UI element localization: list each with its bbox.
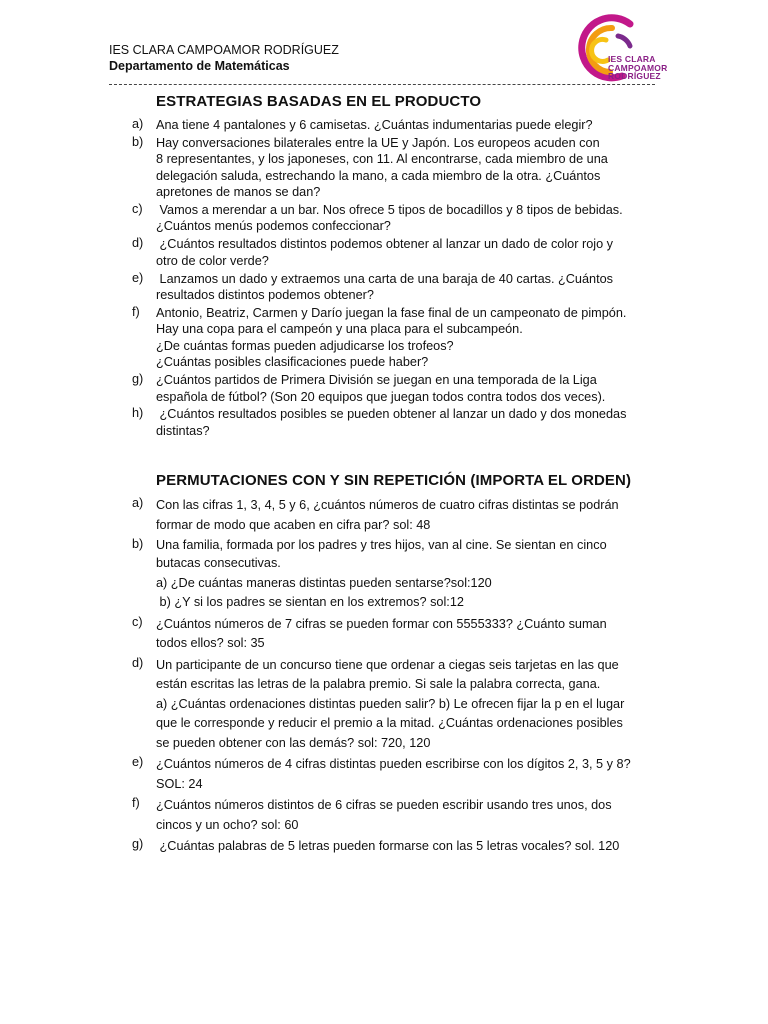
exercise-letter: b) — [132, 537, 144, 551]
logo-line: IES CLARA — [608, 54, 656, 64]
exercise-text-line: 8 representantes, y los japoneses, con 11. Al encontrarse, cada miembro de una — [156, 152, 608, 167]
exercise-text-line: todos ellos? sol: 35 — [156, 636, 265, 650]
exercise-text-line: Hay una copa para el campeón y una placa para el subcampeón. — [156, 322, 523, 337]
exercise-item — [132, 496, 662, 535]
exercise-item — [132, 615, 662, 654]
exercise-item — [132, 271, 662, 304]
logo-text — [608, 55, 667, 81]
exercise-item — [132, 755, 662, 794]
exercise-text-line: formar de modo que acaben en cifra par? sol: 48 — [156, 517, 431, 532]
exercise-text-line: Lanzamos un dado y extraemos una carta de una baraja de 40 cartas. ¿Cuántos — [156, 271, 614, 286]
exercise-text-line: ¿Cuántos números de 7 cifras se pueden formar con 5555333? ¿Cuánto suman — [156, 616, 607, 631]
exercise-text-line: resultados distintos podemos obtener? — [156, 288, 374, 303]
exercise-letter: c) — [132, 202, 143, 217]
exercise-text-line: otro de color verde? — [156, 253, 269, 268]
exercise-text-line: Un participante de un concurso tiene que ordenar a ciegas seis tarjetas en las que — [156, 657, 619, 672]
exercise-text-line: ¿Cuántas posibles clasificaciones puede haber? — [156, 355, 429, 370]
exercise-text-line: a) ¿De cuántas maneras distintas pueden sentarse?sol:120 — [156, 575, 492, 590]
exercise-text-line: española de fútbol? (Son 20 equipos que juegan todos contra todos dos veces). — [156, 389, 606, 404]
document-header — [109, 42, 339, 74]
exercise-text-line: ¿Cuántos números distintos de 6 cifras se pueden escribir usando tres unos, dos — [156, 798, 612, 812]
exercise-letter: f) — [132, 304, 140, 319]
exercise-text-line: distintas? — [156, 423, 210, 438]
exercise-item — [132, 406, 662, 439]
school-name: IES CLARA CAMPOAMOR RODRÍGUEZ — [109, 43, 339, 57]
section-title-producto: ESTRATEGIAS BASADAS EN EL PRODUCTO — [156, 93, 482, 110]
exercise-text-line: se pueden obtener con las demás? sol: 720, 120 — [156, 735, 431, 750]
exercise-item — [132, 305, 662, 371]
exercise-text-line: ¿De cuántas formas pueden adjudicarse los trofeos? — [156, 338, 454, 353]
exercise-text-line: ¿Cuántas palabras de 5 letras pueden formarse con las 5 letras vocales? sol. 120 — [156, 839, 620, 853]
exercise-text-line: ¿Cuántos menús podemos confeccionar? — [156, 219, 391, 234]
exercise-item — [132, 796, 662, 835]
exercise-item — [132, 117, 662, 133]
exercise-text-line: ¿Cuántos resultados posibles se pueden obtener al lanzar un dado y dos monedas — [156, 407, 627, 422]
exercise-text-line: ¿Cuántos números de 4 cifras distintas pueden escribirse con los dígitos 2, 3, 5 y 8? — [156, 757, 631, 771]
exercise-text-line: cincos y un ocho? sol: 60 — [156, 817, 299, 832]
exercise-text-line: que le corresponde y reducir el premio a la mitad. ¿Cuántas ordenaciones posibles — [156, 716, 623, 730]
exercise-item — [132, 372, 662, 405]
exercise-text-line: b) ¿Y si los padres se sientan en los extremos? sol:12 — [156, 595, 464, 609]
exercise-text-line: a) ¿Cuántas ordenaciones distintas pueden salir? b) Le ofrecen fijar la p en el lugar — [156, 696, 625, 711]
section-title-permutaciones: PERMUTACIONES CON Y SIN REPETICIÓN (IMPORTA EL ORDEN) — [156, 472, 632, 489]
exercise-letter: a) — [132, 117, 144, 131]
exercise-text-line: Hay conversaciones bilaterales entre la UE y Japón. Los europeos acuden con — [156, 135, 600, 150]
exercise-text-line: ¿Cuántos resultados distintos podemos obtener al lanzar un dado de color rojo y — [156, 237, 614, 252]
logo-line: RODRÍGUEZ — [608, 71, 661, 81]
exercise-text-line: delegación saluda, estrechando la mano, a cada miembro de la otra. ¿Cuántos — [156, 168, 601, 183]
exercise-letter: b) — [132, 134, 144, 149]
exercise-text-line: ¿Cuántos partidos de Primera División se juegan en una temporada de la Liga — [156, 373, 597, 388]
logo-line: CAMPOAMOR — [608, 62, 668, 73]
exercise-letter: e) — [132, 270, 144, 285]
exercise-text-line: están escritas las letras de la palabra premio. Si sale la palabra correcta, gana. — [156, 677, 601, 691]
exercise-letter: g) — [132, 372, 144, 387]
exercise-letter: c) — [132, 614, 143, 629]
exercise-list-permutaciones — [132, 496, 662, 859]
exercise-text-line: Vamos a merendar a un bar. Nos ofrece 5 tipos de bocadillos y 8 tipos de bebidas. — [156, 203, 623, 218]
exercise-item — [132, 135, 662, 201]
school-logo — [572, 14, 672, 86]
exercise-item — [132, 236, 662, 269]
exercise-text-line: apretones de manos se dan? — [156, 185, 321, 200]
exercise-text-line: Con las cifras 1, 3, 4, 5 y 6, ¿cuántos números de cuatro cifras distintas se podrán — [156, 498, 619, 512]
exercise-item — [132, 537, 662, 613]
header-divider — [109, 84, 655, 85]
exercise-text-line: butacas consecutivas. — [156, 556, 281, 570]
exercise-text-line: Ana tiene 4 pantalones y 6 camisetas. ¿Cuántas indumentarias puede elegir? — [156, 118, 593, 132]
exercise-item — [132, 656, 662, 754]
exercise-letter: g) — [132, 837, 144, 851]
exercise-text-line: Antonio, Beatriz, Carmen y Darío juegan la fase final de un campeonato de pimpón. — [156, 305, 627, 320]
exercise-text-line: SOL: 24 — [156, 776, 203, 791]
exercise-letter: d) — [132, 655, 144, 670]
exercise-letter: a) — [132, 496, 144, 510]
exercise-item — [132, 837, 662, 857]
exercise-letter: h) — [132, 406, 144, 421]
department-name: Departamento de Matemáticas — [109, 59, 290, 73]
exercise-item — [132, 202, 662, 235]
exercise-letter: e) — [132, 755, 144, 769]
exercise-letter: d) — [132, 236, 144, 251]
exercise-letter: f) — [132, 796, 140, 810]
exercise-list-producto — [132, 117, 662, 441]
exercise-text-line: Una familia, formada por los padres y tres hijos, van al cine. Se sientan en cinco — [156, 538, 607, 552]
